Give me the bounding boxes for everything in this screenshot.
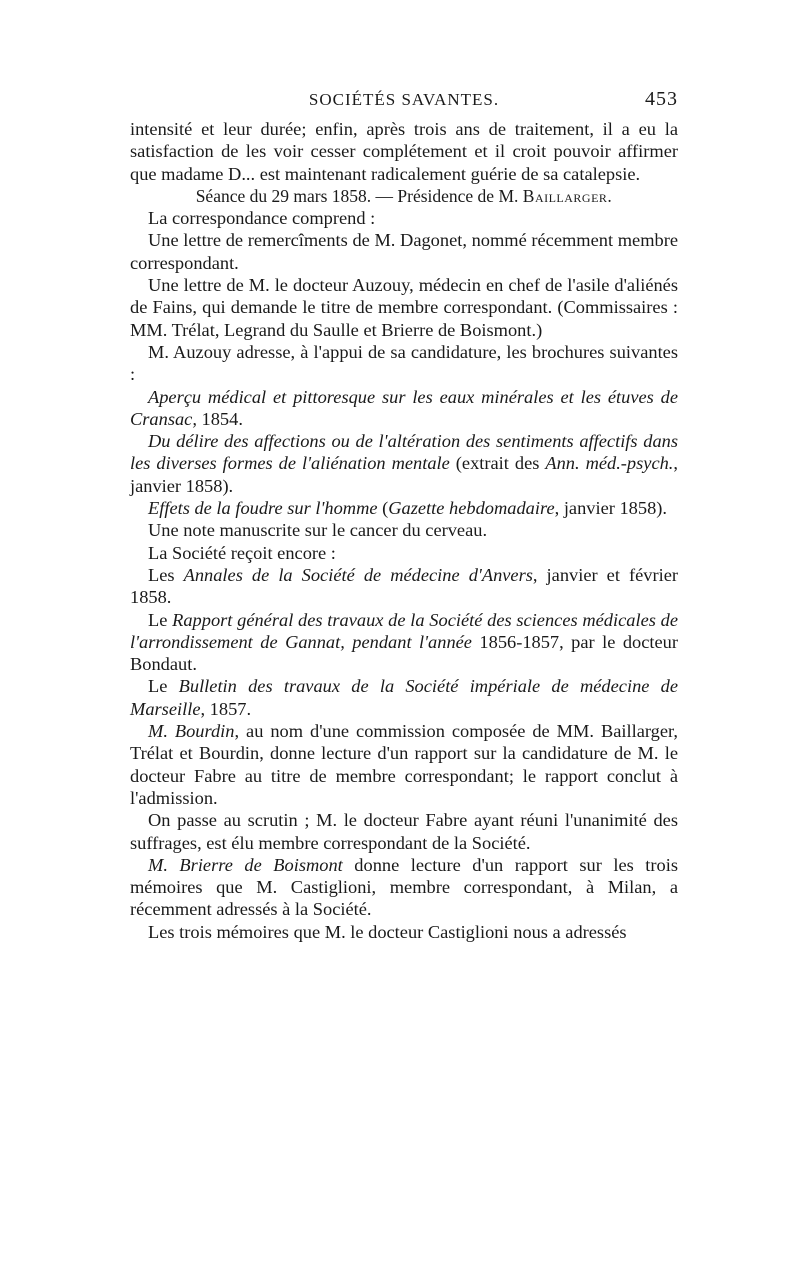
annales-title: Annales de la Société de médecine d'Anvers xyxy=(183,564,533,585)
brierre-rest: donne lecture d'un rapport sur les trois mémoires que M. Castiglioni, membre correspondant, à Milan, a récemment adressés à la Société. xyxy=(130,854,678,920)
paragraph-lettre-dagonet: Une lettre de remercîments de M. Dagonet, nommé récemment membre correspondant. xyxy=(130,230,678,273)
paragraph-effets xyxy=(130,497,678,519)
brierre-name: M. Brierre de Boismont xyxy=(148,854,343,875)
annales-rest: , janvier et février 1858. xyxy=(130,564,678,608)
paragraph-apercu xyxy=(130,386,678,431)
rapport-rest: 1856-1857, par le docteur Bondaut. xyxy=(130,631,678,675)
paragraph-trois-memoires: Les trois mémoires que M. le docteur Castiglioni nous a adressés xyxy=(148,921,627,942)
delire-title: Du délire des affections ou de l'altération des sentiments affectifs dans les diverses formes de l'aliénation mentale xyxy=(130,431,678,474)
page xyxy=(130,88,678,943)
rapport-pre: Le xyxy=(148,609,173,630)
running-head-title: SOCIÉTÉS SAVANTES. xyxy=(308,90,500,109)
paragraph-bourdin xyxy=(130,720,678,809)
effets-mid: ( xyxy=(377,498,389,519)
seance-heading-text: Séance du 29 mars 1858. — Présidence de M. xyxy=(195,185,523,206)
annales-pre: Les xyxy=(148,564,184,585)
paragraph-continuation: intensité et leur durée; enfin, après trois ans de traitement, il a eu la satisfaction de les voir cesser complétement et il croit pouvoir affirmer que madame D... est maintenant radicalement guérie de sa catalepsie. xyxy=(130,119,678,184)
paragraph-scrutin: On passe au scrutin ; M. le docteur Fabre ayant réuni l'unanimité des suffrages, est élu membre correspondant de la Société. xyxy=(130,810,678,853)
bulletin-pre: Le xyxy=(148,676,179,697)
seance-heading xyxy=(130,185,678,207)
effets-title: Effets de la foudre sur l'homme xyxy=(148,498,378,519)
bourdin-name: M. Bourdin xyxy=(148,721,235,742)
page-number: 453 xyxy=(645,88,678,110)
running-head xyxy=(130,88,678,118)
paragraph-delire xyxy=(130,430,678,497)
delire-rest: , janvier 1858). xyxy=(130,453,679,496)
paragraph-lettre-auzouy: Une lettre de M. le docteur Auzouy, médecin en chef de l'asile d'aliénés de Fains, qui demande le titre de membre correspondant. (Commissaires : MM. Trélat, Legrand du Saulle et Brierre de Boismont.) xyxy=(130,275,678,340)
body-text xyxy=(130,118,678,943)
paragraph-bulletin xyxy=(130,675,678,720)
paragraph-correspondance: La correspondance comprend : xyxy=(148,208,376,229)
paragraph-societe-recoit: La Société reçoit encore : xyxy=(148,542,336,563)
bourdin-rest: , au nom d'une commission composée de MM. Baillarger, Trélat et Bourdin, donne lecture d'un rapport sur la candidature de M. le docteur Fabre au titre de membre correspondant; le rapport conclut à l'admission. xyxy=(130,721,678,808)
paragraph-annales xyxy=(130,564,678,609)
paragraph-brierre xyxy=(130,854,678,921)
paragraph-auzouy-adresse: M. Auzouy adresse, à l'appui de sa candidature, les brochures suivantes : xyxy=(130,341,678,385)
bulletin-title: Bulletin des travaux de la Société impériale de médecine de Marseille xyxy=(130,676,679,719)
paragraph-rapport xyxy=(130,609,678,676)
effets-rest: , janvier 1858). xyxy=(554,498,667,519)
apercu-rest: 1854. xyxy=(196,408,243,429)
seance-president: Baillarger. xyxy=(522,185,613,206)
effets-journal: Gazette hebdomadaire xyxy=(388,498,555,519)
paragraph-note: Une note manuscrite sur le cancer du cerveau. xyxy=(148,520,488,541)
delire-mid: (extrait des xyxy=(449,453,546,474)
delire-journal: Ann. méd.-psych. xyxy=(545,453,674,474)
bulletin-rest: , 1857. xyxy=(200,698,252,719)
apercu-title: Aperçu médical et pittoresque sur les eaux minérales et les étuves de Cransac, xyxy=(130,386,678,429)
rapport-title: Rapport général des travaux de la Société des sciences médicales de l'arrondissement de Gannat, pendant l'année xyxy=(130,609,678,652)
